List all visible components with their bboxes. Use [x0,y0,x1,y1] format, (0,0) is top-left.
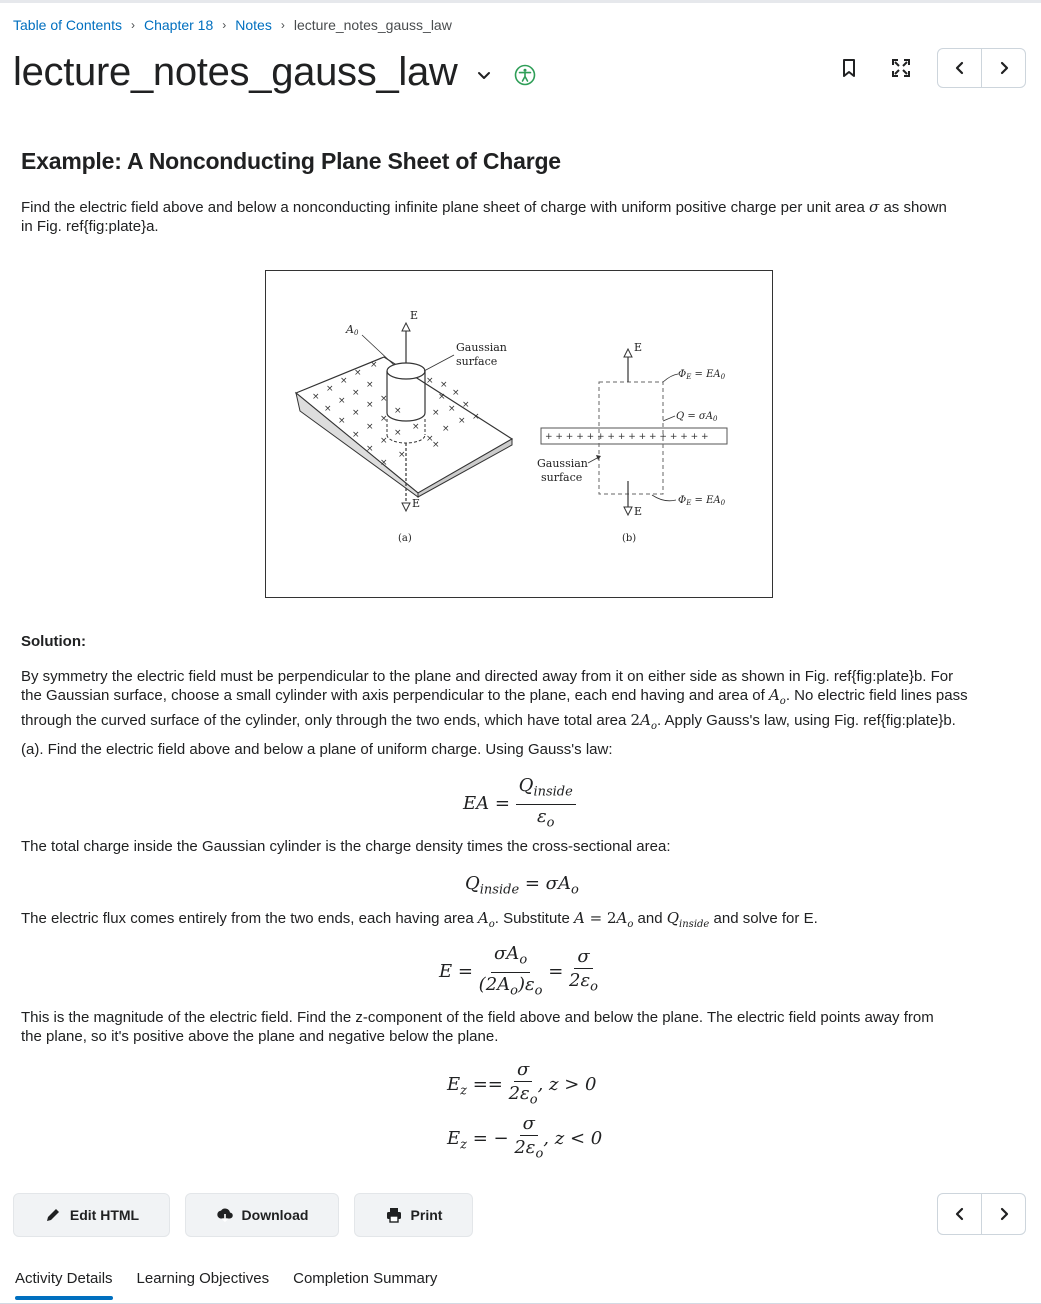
flux-text: The electric flux comes entirely from the two ends, each having area [21,910,478,927]
solution-line: By symmetry the electric field must be perpendicular to the plane and directed away from it on either side as shown in Fig. ref{fig:plate}b. For [21,668,954,685]
pencil-icon [44,1206,62,1224]
part-a-paragraph: (a). Find the electric field above and below a plane of uniform charge. Using Gauss's law: [21,741,613,758]
plane-sheet-diagram [266,271,772,597]
magnitude-paragraph [21,1008,1011,1046]
svg-text:×: × [472,412,480,422]
top-border [0,0,1041,3]
example-heading: Example: A Nonconducting Plane Sheet of Charge [21,148,561,174]
next-topic-button[interactable] [981,49,1025,87]
svg-text:E: E [634,505,643,518]
field-equation: E = $\frac{\sigma A_o}{(2A_o)\varepsilon_o}$ = $\frac{\sigma}{2\varepsilon_o}$ [439,943,598,999]
svg-text:(a): (a) [398,533,412,544]
svg-text:ΦE = EA0: $\Phi_E = EA_0$ [678,369,726,381]
svg-text:surface: surface [541,471,583,484]
svg-text:Gaussian: Gaussian [456,341,507,354]
charge-equation: $Q_{inside} = \sigma A_o$ [465,873,579,898]
svg-text:×: × [432,440,440,450]
chevron-left-icon [953,1207,967,1221]
svg-text:×: × [380,394,388,404]
title-row [13,44,536,100]
svg-text:surface: surface [456,355,498,368]
breadcrumb-chapter[interactable]: Chapter 18 [143,17,214,33]
sigma-symbol: σ [869,198,880,216]
next-topic-button-bottom[interactable] [981,1194,1025,1234]
svg-text:×: × [380,458,388,468]
intro-text: Find the electric field above and below a nonconducting infinite plane sheet of charge with uniform positive charge per unit area [21,199,870,216]
charge-paragraph: The total charge inside the Gaussian cylinder is the charge density times the cross-sectional area: [21,838,671,855]
svg-text:×: × [426,434,434,444]
chevron-down-icon[interactable] [476,67,492,83]
chevron-right-icon [997,61,1011,75]
solution-line: . Apply Gauss's law, using Fig. ref{fig:plate}b. [656,712,956,729]
printer-icon [385,1206,403,1224]
svg-text:Q = σA0: $Q = \sigma A_0$ [676,411,718,423]
svg-text:×: × [394,428,402,438]
intro-text-2: in Fig. ref{fig:plate}a. [21,218,159,235]
magnitude-line: This is the magnitude of the electric field. Find the z-component of the field above and below the plane. The electric field points away from [21,1009,934,1026]
solution-line: through the curved surface of the cylinder, only through the two ends, which have total area [21,712,631,729]
svg-text:A0: A0 [346,323,359,337]
solution-line: . No electric field lines pass [785,687,968,704]
breadcrumb-table-of-contents[interactable]: Table of Contents [13,17,122,33]
intro-paragraph [21,198,1011,236]
svg-text:×: × [462,400,470,410]
svg-text:+ + + + + + + + + + + + + + +: + + + + + + + + + + + + + + + + [545,432,709,442]
svg-text:×: × [398,450,406,460]
tab-learning-objectives[interactable]: Learning Objectives [136,1270,270,1287]
activity-tabs [15,1270,437,1297]
svg-text:×: × [352,388,360,398]
svg-text:×: × [432,408,440,418]
svg-text:×: × [370,360,378,370]
flux-text: and [633,910,667,927]
svg-text:E: E [412,497,421,510]
edit-html-label: Edit HTML [69,1207,140,1223]
fullscreen-icon[interactable] [889,56,913,80]
print-label: Print [410,1207,443,1223]
breadcrumb-current: lecture_notes_gauss_law [293,17,452,33]
svg-text:×: × [366,422,374,432]
svg-text:×: × [440,380,448,390]
svg-text:×: × [326,384,334,394]
svg-text:×: × [394,406,402,416]
svg-text:×: × [366,380,374,390]
svg-text:×: × [354,368,362,378]
svg-text:×: × [458,416,466,426]
previous-topic-button-bottom[interactable] [938,1194,981,1234]
svg-text:×: × [412,422,420,432]
solution-paragraph: By symmetry the electric field must be perpendicular to the plane and directed away from it on either side as shown in Fig. ref{fig:plate}b. For the Gaussian surface, choose a small cylinder with axis perpendicular to the plane, each end having and area of $A_o$. No electric field lines pass through the curved surface of the cylinder, only through the two ends, which have total area $2A_o$. Apply Gauss's law, using Fig. ref{fig:plate}b. [21,668,968,732]
svg-text:×: × [380,436,388,446]
breadcrumb [13,17,452,33]
svg-text:Gaussian: Gaussian [537,457,588,470]
edit-html-button[interactable] [13,1193,170,1237]
plate-figure [265,270,773,598]
svg-text:×: × [366,400,374,410]
chevron-left-icon [953,61,967,75]
tab-activity-details[interactable]: Activity Details [15,1270,113,1297]
svg-text:×: × [338,416,346,426]
svg-text:×: × [452,388,460,398]
svg-text:×: × [426,376,434,386]
accessibility-icon[interactable] [514,64,536,86]
svg-text:ΦE = EA0: $\Phi_E = EA_0$ [678,495,726,507]
solution-label: Solution: [21,633,86,650]
page-title: lecture_notes_gauss_law [13,49,458,94]
svg-text:×: × [380,414,388,424]
bottom-topic-navigation [937,1193,1026,1235]
previous-topic-button[interactable] [938,49,981,87]
magnitude-line: the plane, so it's positive above the plane and negative below the plane. [21,1028,499,1045]
svg-text:×: × [442,424,450,434]
svg-text:×: × [366,444,374,454]
solution-line: the Gaussian surface, choose a small cylinder with axis perpendicular to the plane, each end having and area of [21,687,769,704]
flux-text: . Substitute [494,910,574,927]
ez-negative-equation: $E_z$ = − $\frac{\sigma}{2\varepsilon_o}$ , z < 0 [447,1113,603,1162]
print-button[interactable] [354,1193,473,1237]
flux-paragraph: The electric flux comes entirely from the two ends, each having area $A_o$. Substitute $A = 2A_o$ and $Q_{inside}$ and solve for E. [21,909,818,930]
flux-text: and solve for E. [709,910,818,927]
tab-completion-summary[interactable]: Completion Summary [293,1270,438,1287]
svg-text:×: × [438,392,446,402]
topic-content [21,130,1016,1162]
bookmark-icon[interactable] [837,56,861,80]
svg-text:×: × [448,404,456,414]
breadcrumb-separator-icon: › [130,18,135,32]
breadcrumb-notes[interactable]: Notes [235,17,272,33]
cloud-download-icon [216,1206,234,1224]
svg-text:×: × [352,430,360,440]
gauss-law-equation: EA = $\frac{Q_{inside}}{\varepsilon_o}$ [463,776,576,832]
download-label: Download [241,1207,309,1223]
intro-text-end: as shown [879,199,947,216]
svg-text:×: × [340,376,348,386]
svg-text:E: E [634,341,643,354]
svg-text:(b): (b) [622,533,637,544]
svg-text:×: × [338,396,346,406]
download-button[interactable] [185,1193,339,1237]
svg-text:×: × [352,408,360,418]
top-topic-navigation [937,48,1026,88]
breadcrumb-separator-icon: › [280,18,285,32]
chevron-right-icon [997,1207,1011,1221]
breadcrumb-separator-icon: › [222,18,227,32]
ez-positive-equation: $E_z$ == $\frac{\sigma}{2\varepsilon_o}$ , z > 0 [447,1059,597,1108]
svg-text:E: E [410,309,419,322]
svg-text:×: × [312,392,320,402]
svg-text:×: × [324,404,332,414]
